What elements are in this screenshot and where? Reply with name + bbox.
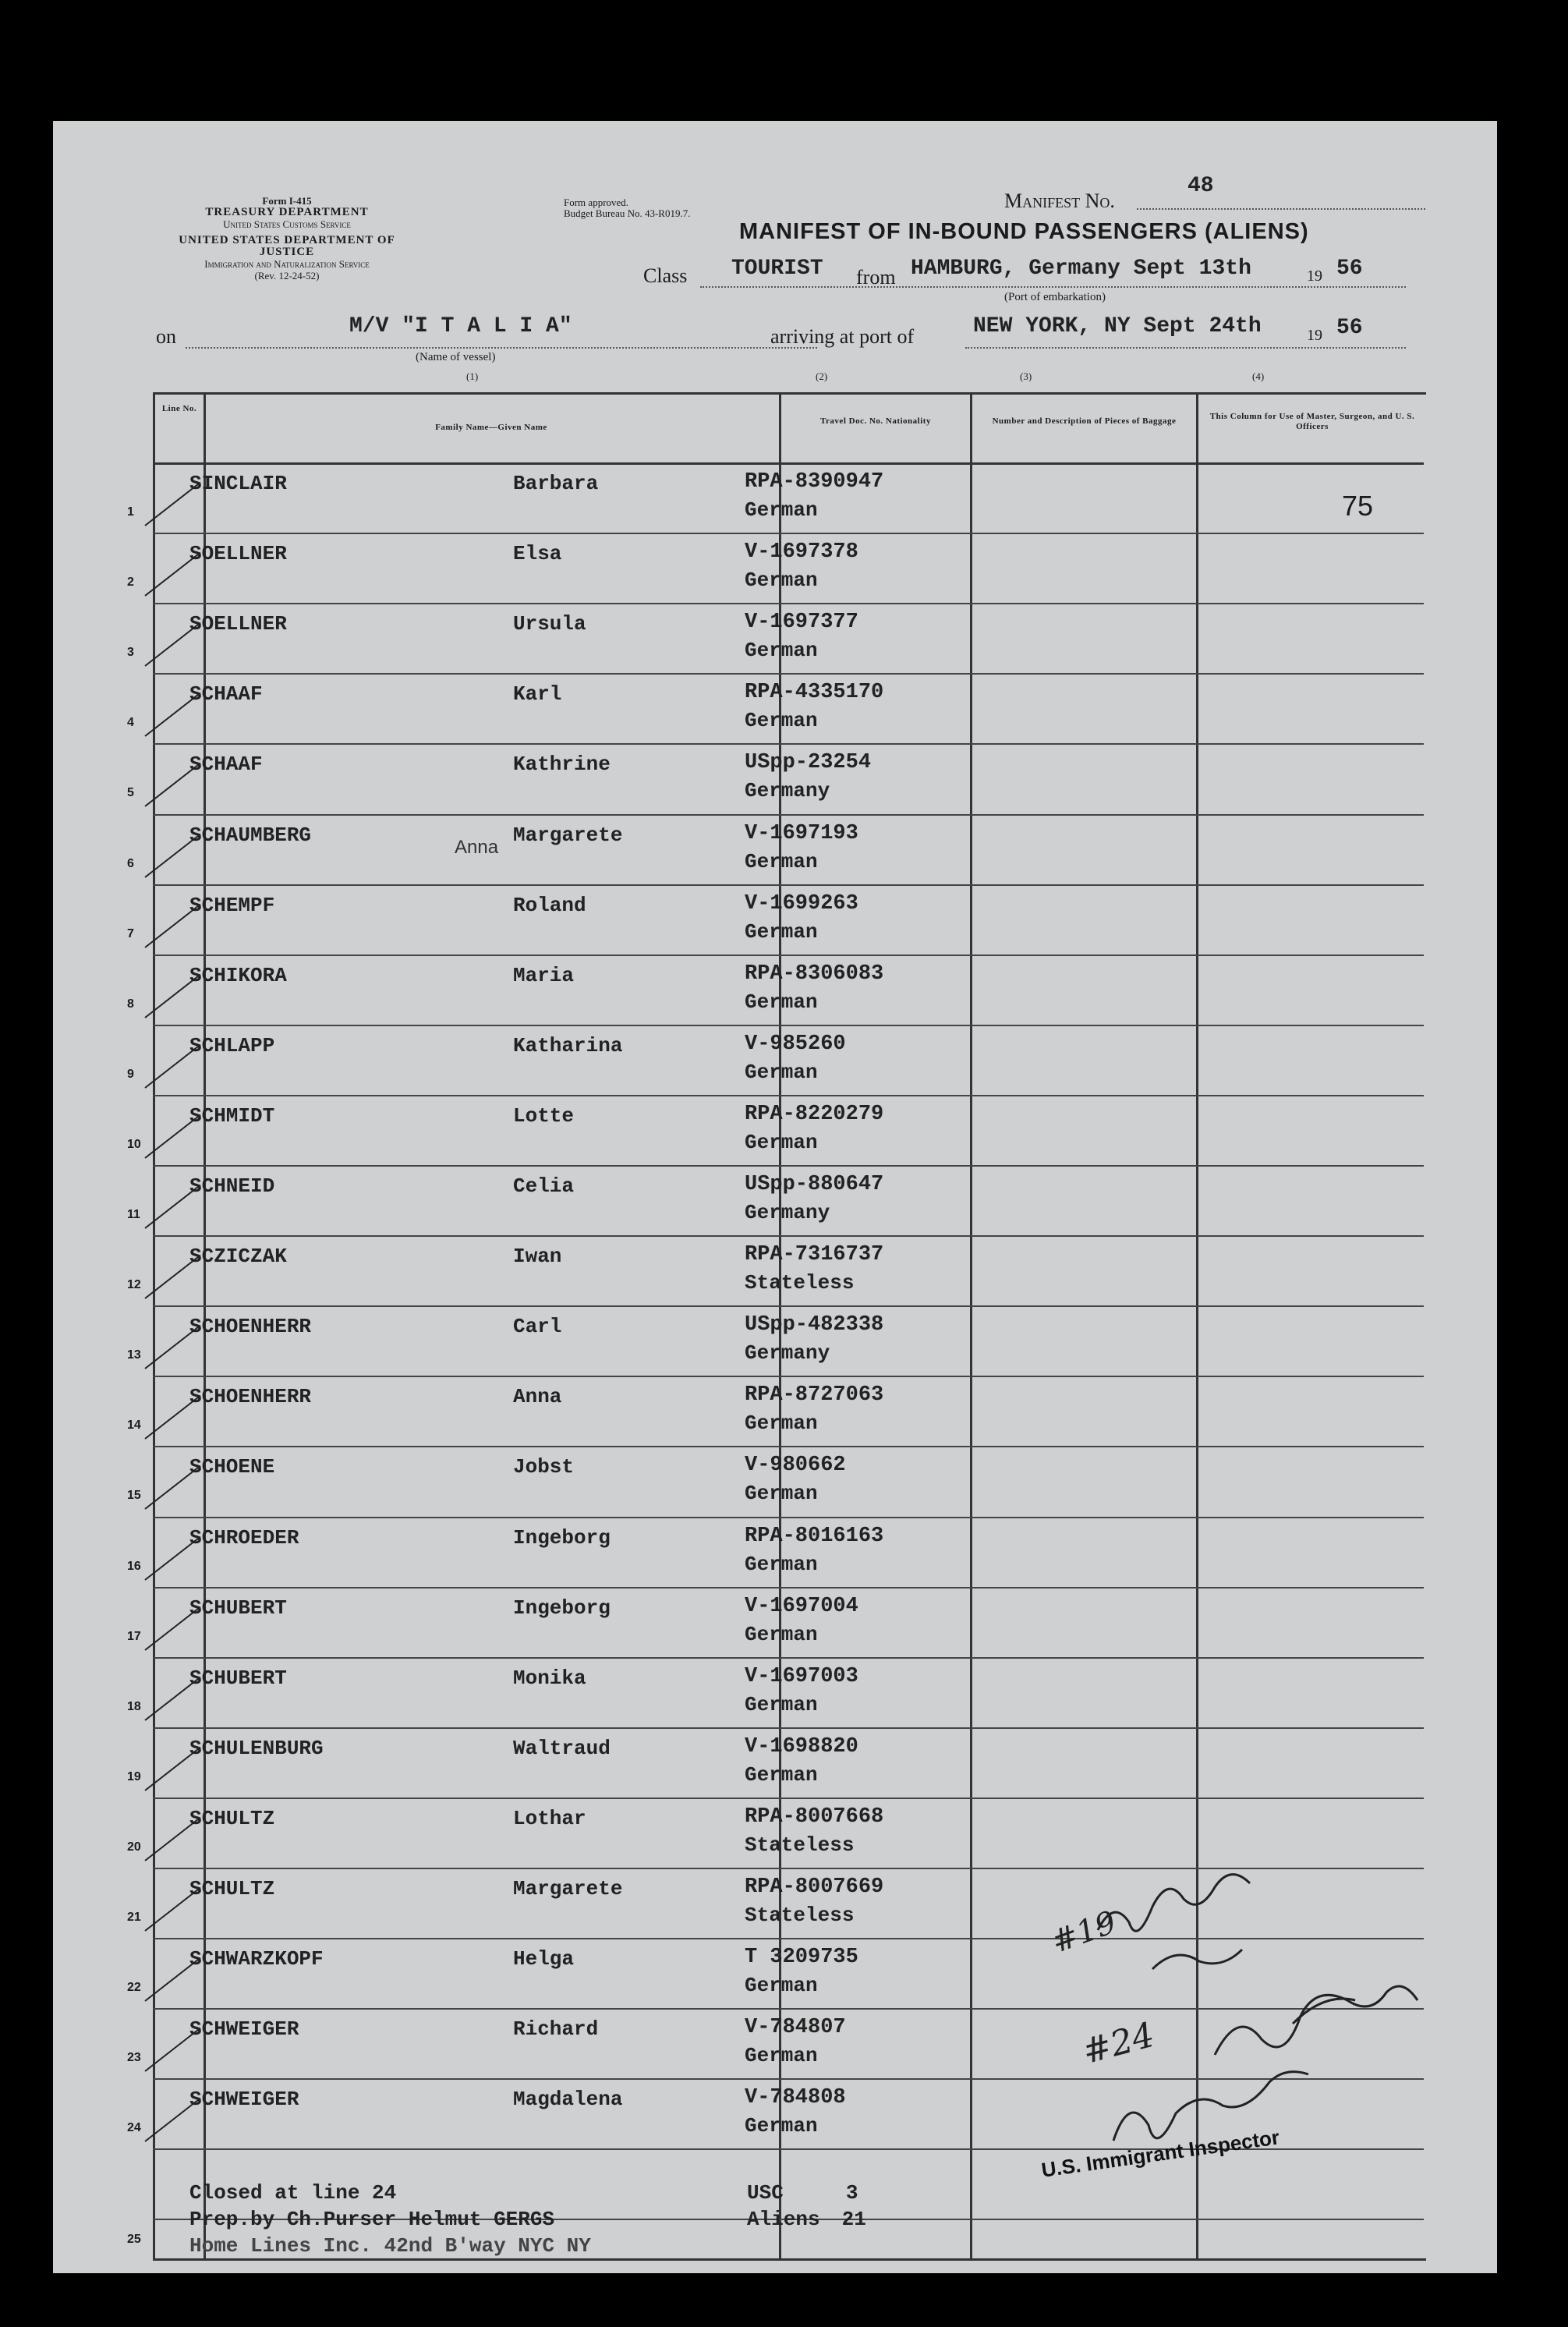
family-name: SCHWEIGER: [189, 2088, 299, 2112]
line-number: 12: [127, 1278, 141, 1292]
family-name: SCHMIDT: [189, 1103, 275, 1128]
travel-doc-number: RPA-8390947: [745, 470, 884, 494]
line-number-25: 25: [127, 2233, 141, 2246]
given-name: Jobst: [513, 1455, 575, 1479]
line-number: 14: [127, 1419, 141, 1433]
signature-scribble: [1215, 1986, 1418, 2055]
row-divider: [153, 1587, 1424, 1589]
manifest-no: 48: [1188, 174, 1214, 198]
line-number: 4: [127, 716, 134, 730]
given-name: Waltraud: [513, 1736, 611, 1760]
given-name: Helga: [513, 1947, 575, 1971]
family-name: SCHWARZKOPF: [189, 1947, 324, 1971]
nationality: German: [745, 1060, 818, 1084]
closed-text: Closed at line 24: [189, 2181, 397, 2205]
inspector-stamp: U.S. Immigrant Inspector: [1039, 2125, 1281, 2182]
row-divider: [153, 1517, 1424, 1518]
budget-text: Budget Bureau No. 43-R019.7.: [564, 207, 691, 219]
travel-doc-number: V-1697377: [745, 611, 858, 635]
on-label: on: [156, 325, 176, 348]
class-line: [700, 285, 1406, 288]
prepared-by-text: Prep.by Ch.Purser Helmut GERGS: [189, 2208, 555, 2231]
line-number: 23: [127, 2051, 141, 2065]
ins-service: Immigration and Naturalization Service: [204, 258, 370, 270]
nationality: Germany: [745, 1201, 830, 1224]
travel-doc-number: V-1698820: [745, 1734, 858, 1759]
nationality: German: [745, 568, 818, 593]
officer-note: 75: [1342, 490, 1374, 522]
usc-label: USC: [747, 2181, 784, 2205]
col-header-name: Family Name—Given Name: [435, 423, 547, 432]
family-name: SCHEMPF: [189, 893, 275, 917]
col-num-3: (3): [1020, 370, 1032, 382]
approved-text: Form approved.: [564, 197, 629, 208]
nationality: German: [745, 919, 818, 944]
nationality: German: [745, 709, 818, 733]
given-name: Ingeborg: [513, 1596, 611, 1620]
given-name: Lotte: [513, 1103, 575, 1128]
col-num-4: (4): [1252, 370, 1265, 382]
given-name: Carl: [513, 1315, 562, 1339]
nationality: German: [745, 1974, 818, 1998]
given-name: Kathrine: [513, 753, 611, 777]
row-divider: [153, 1376, 1424, 1377]
family-name: SCHAUMBERG: [189, 823, 312, 847]
travel-doc-number: V-1697378: [745, 540, 858, 565]
family-name: SCHAAF: [189, 682, 263, 707]
travel-doc-number: USpp-482338: [745, 1313, 884, 1337]
col-num-2: (2): [816, 370, 828, 382]
travel-doc-number: RPA-8007669: [745, 1875, 884, 1899]
home-lines-text: Home Lines Inc. 42nd B'way NYC NY: [189, 2234, 591, 2258]
family-name: SCHWEIGER: [189, 2017, 299, 2042]
line-number: 9: [127, 1067, 134, 1081]
travel-doc-number: RPA-8220279: [745, 1102, 884, 1126]
treasury-dept: TREASURY DEPARTMENT: [205, 206, 369, 218]
aliens-count: 21: [841, 2208, 866, 2231]
arrival-line: [965, 345, 1406, 349]
nationality: German: [745, 1482, 818, 1506]
nationality: German: [745, 1692, 818, 1716]
nationality: German: [745, 1552, 818, 1576]
manifest-page: [53, 121, 1497, 2273]
nationality: German: [745, 498, 818, 522]
form-header-left: [162, 195, 412, 282]
travel-doc-number: USpp-880647: [745, 1173, 884, 1196]
given-name: Anna: [513, 1385, 562, 1409]
line-number: 17: [127, 1629, 141, 1643]
family-name: SCHLAPP: [189, 1033, 275, 1057]
nationality: Stateless: [745, 1904, 855, 1927]
row-divider: [153, 1797, 1424, 1799]
aliens-label: Aliens: [747, 2208, 820, 2231]
row-divider: [153, 1235, 1424, 1237]
given-name: Margarete: [513, 823, 623, 847]
col-header-line: Line No.: [161, 404, 197, 413]
nationality: German: [745, 1622, 818, 1646]
family-name: SINCLAIR: [189, 472, 287, 495]
line-number: 1: [127, 505, 134, 519]
family-name: SCHULTZ: [189, 1877, 275, 1900]
line-number: 10: [127, 1137, 141, 1151]
family-name: SCHNEID: [189, 1174, 275, 1198]
signature-scribble: [1113, 2072, 1308, 2141]
line-number: 20: [127, 1840, 141, 1854]
given-name: Roland: [513, 893, 586, 917]
handwritten-note-19: #19: [1046, 1904, 1121, 1961]
year-prefix-2: 19: [1307, 327, 1322, 344]
family-name: SCHROEDER: [189, 1525, 299, 1550]
given-name: Karl: [513, 682, 562, 707]
form-id: Form I-415: [262, 195, 312, 207]
given-name: Katharina: [513, 1033, 623, 1057]
row-divider: [153, 955, 1424, 956]
row-divider: [153, 673, 1424, 675]
row-divider: [153, 1657, 1424, 1659]
header-divider: [153, 462, 1424, 465]
family-name: SOELLNER: [189, 542, 287, 566]
given-name: Richard: [513, 2017, 599, 2042]
signature-scribble: [1098, 1875, 1250, 1932]
row-divider: [153, 1727, 1424, 1729]
given-name: Margarete: [513, 1877, 623, 1900]
row-divider: [153, 1025, 1424, 1026]
nationality: German: [745, 2044, 818, 2068]
line-number: 5: [127, 786, 134, 800]
family-name: SCHAAF: [189, 753, 263, 777]
col-header-officers: This Column for Use of Master, Surgeon, and U. S. Officers: [1209, 412, 1415, 431]
class-label: Class: [643, 264, 688, 287]
class-value: TOURIST: [731, 257, 823, 281]
family-name: SOELLNER: [189, 612, 287, 636]
page-title: MANIFEST OF IN-BOUND PASSENGERS (ALIENS): [739, 219, 1309, 244]
travel-doc-number: V-985260: [745, 1032, 846, 1056]
manifest-no-line: [1137, 207, 1425, 210]
justice-dept: UNITED STATES DEPARTMENT OF JUSTICE: [179, 234, 395, 258]
given-name: Magdalena: [513, 2088, 623, 2112]
nationality: Stateless: [745, 1833, 855, 1857]
row-divider: [153, 814, 1424, 816]
customs-service: United States Customs Service: [223, 218, 351, 230]
col-header-baggage: Number and Description of Pieces of Baggage: [992, 416, 1177, 426]
nationality: German: [745, 1411, 818, 1436]
line-number: 8: [127, 997, 134, 1011]
travel-doc-number: V-980662: [745, 1454, 846, 1478]
family-name: SCHIKORA: [189, 963, 287, 987]
travel-doc-number: V-1699263: [745, 891, 858, 916]
travel-doc-number: T 3209735: [745, 1946, 858, 1970]
nationality: German: [745, 2114, 818, 2138]
travel-doc-number: V-1697003: [745, 1664, 858, 1688]
given-name: Monika: [513, 1666, 586, 1690]
line-number: 22: [127, 1981, 141, 1995]
signature-scribble: [1152, 1950, 1242, 1969]
usc-count: 3: [845, 2181, 858, 2205]
vessel-line: [186, 345, 817, 349]
nationality: Germany: [745, 779, 830, 803]
nationality: German: [745, 1130, 818, 1154]
handwritten-note-24: #24: [1078, 2014, 1159, 2073]
family-name: SCHUBERT: [189, 1666, 287, 1690]
year-prefix-1: 19: [1307, 267, 1322, 285]
row-divider: [153, 603, 1424, 604]
travel-doc-number: USpp-23254: [745, 751, 872, 775]
row-divider: [153, 743, 1424, 745]
line-number: 18: [127, 1699, 141, 1713]
row-divider: [153, 1446, 1424, 1447]
given-name: Ursula: [513, 612, 586, 636]
nationality: Stateless: [745, 1271, 855, 1295]
family-name: SCHOENHERR: [189, 1315, 312, 1339]
given-name: Elsa: [513, 542, 562, 566]
line-number: 11: [127, 1208, 140, 1221]
nationality: German: [745, 849, 818, 873]
given-name: Ingeborg: [513, 1525, 611, 1550]
embark-value: HAMBURG, Germany Sept 13th: [911, 257, 1251, 281]
line-number: 3: [127, 646, 134, 660]
line-number: 2: [127, 576, 134, 590]
arrival-value: NEW YORK, NY Sept 24th: [973, 314, 1262, 338]
travel-doc-number: RPA-8016163: [745, 1524, 884, 1548]
nationality: German: [745, 1762, 818, 1787]
vessel-name: M/V "I T A L I A": [349, 314, 572, 338]
line-number: 19: [127, 1769, 141, 1783]
family-name: SCHUBERT: [189, 1596, 287, 1620]
line-number: 21: [127, 1911, 141, 1924]
row-divider: [153, 1305, 1424, 1307]
given-name: Lothar: [513, 1806, 586, 1830]
given-name: Maria: [513, 963, 575, 987]
from-label: from: [856, 266, 896, 289]
row-divider: [153, 533, 1424, 534]
col-header-doc: Travel Doc. No. Nationality: [820, 416, 931, 426]
totals: [747, 2180, 866, 2233]
line-number: 13: [127, 1348, 141, 1362]
travel-doc-number: V-1697193: [745, 821, 858, 845]
family-name: SCHULTZ: [189, 1806, 275, 1830]
vessel-caption: (Name of vessel): [416, 351, 496, 363]
travel-doc-number: V-1697004: [745, 1594, 858, 1618]
travel-doc-number: V-784807: [745, 2016, 846, 2040]
revision: (Rev. 12-24-52): [254, 270, 320, 282]
travel-doc-number: RPA-8727063: [745, 1383, 884, 1408]
travel-doc-number: RPA-4335170: [745, 681, 884, 705]
given-name: Barbara: [513, 472, 599, 495]
family-name: SCZICZAK: [189, 1245, 287, 1269]
travel-doc-number: RPA-7316737: [745, 1243, 884, 1267]
row-divider: [153, 1165, 1424, 1167]
manifest-label: Manifest No.: [1004, 189, 1115, 212]
given-name: Celia: [513, 1174, 575, 1198]
nationality: German: [745, 639, 818, 663]
line-number: 15: [127, 1489, 141, 1503]
form-approval: [564, 197, 690, 219]
given-name: Iwan: [513, 1245, 562, 1269]
row-divider: [153, 884, 1424, 886]
closing-note: [189, 2180, 591, 2259]
nationality: Germany: [745, 1341, 830, 1365]
line-number: 24: [127, 2121, 141, 2135]
family-name: SCHULENBURG: [189, 1736, 324, 1760]
nationality: German: [745, 990, 818, 1014]
line-number: 7: [127, 926, 134, 940]
line-number: 6: [127, 856, 134, 870]
travel-doc-number: RPA-8007668: [745, 1805, 884, 1829]
col-num-1: (1): [466, 370, 479, 382]
travel-doc-number: RPA-8306083: [745, 962, 884, 986]
handwritten-given-insert: Anna: [455, 837, 499, 858]
year-2: 56: [1336, 316, 1363, 340]
year-1: 56: [1336, 257, 1363, 281]
embark-caption: (Port of embarkation): [1004, 291, 1106, 303]
line-number: 16: [127, 1559, 141, 1573]
row-divider: [153, 1095, 1424, 1096]
arriving-label: arriving at port of: [770, 325, 915, 348]
family-name: SCHOENHERR: [189, 1385, 312, 1409]
travel-doc-number: V-784808: [745, 2086, 846, 2110]
family-name: SCHOENE: [189, 1455, 275, 1479]
